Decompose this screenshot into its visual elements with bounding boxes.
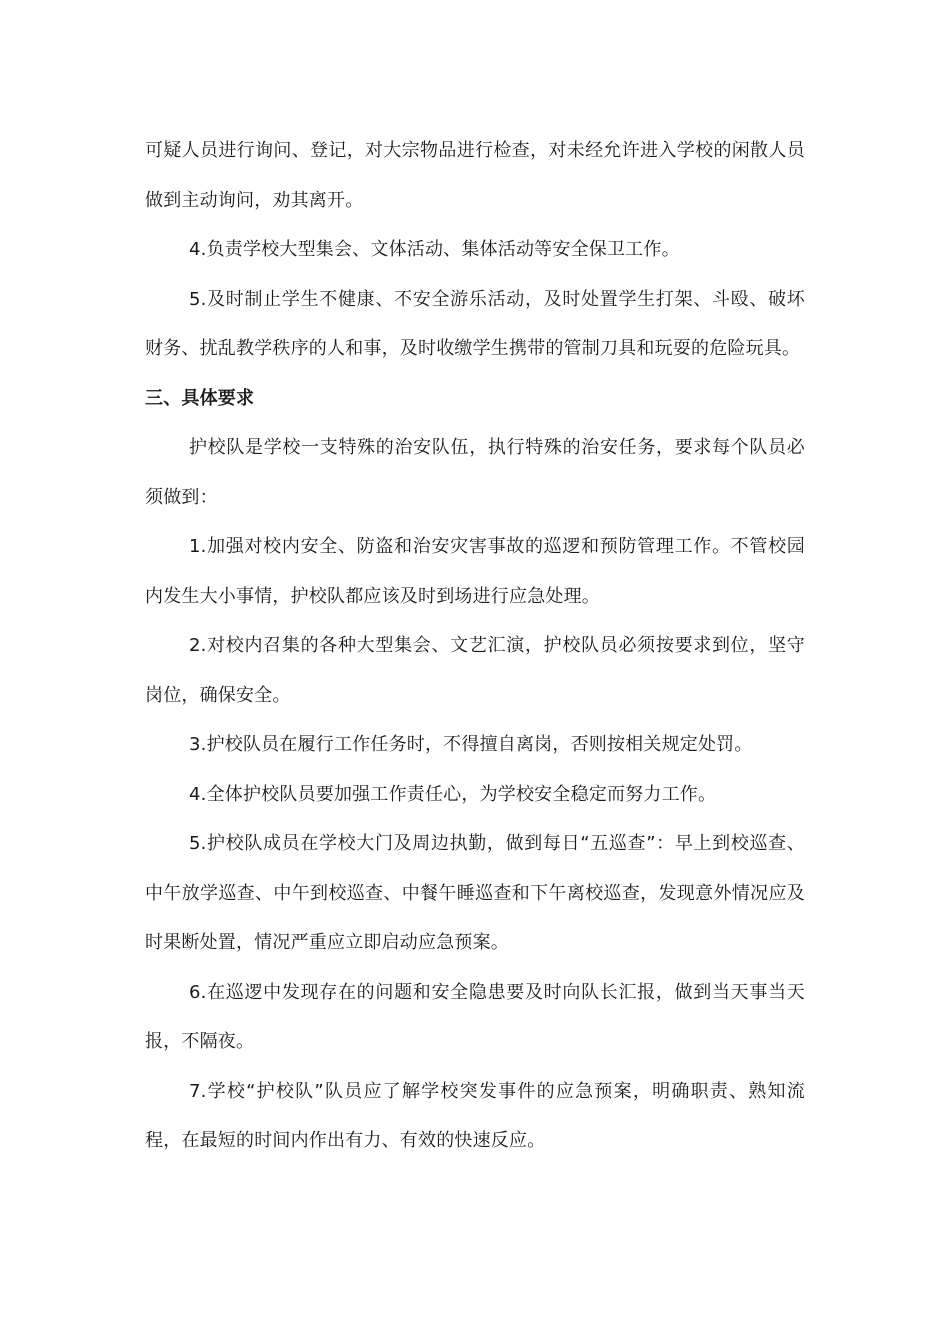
requirement-item-2: 2.对校内召集的各种大型集会、文艺汇演，护校队员必须按要求到位，坚守岗位，确保安全。 [145,635,805,706]
requirement-item-4: 4.全体护校队员要加强工作责任心，为学校安全稳定而努力工作。 [189,783,717,805]
requirement-item-3: 3.护校队员在履行工作任务时，不得擅自离岗，否则按相关规定处罚。 [189,734,753,755]
requirement-item-7: 7.学校“护校队”队员应了解学校突发事件的应急预案，明确职责、熟知流程，在最短的时间内作出有力、有效的快速反应。 [145,1080,805,1151]
document-body [145,126,805,1166]
requirement-item-6: 6.在巡逻中发现存在的问题和安全隐患要及时向队长汇报，做到当天事当天报，不隔夜。 [145,981,805,1052]
requirement-item-5: 5.护校队成员在学校大门及周边执勤，做到每日“五巡查”：早上到校巡查、中午放学巡查、中午到校巡查、中餐午睡巡查和下午离校巡查，发现意外情况应及时果断处置，情况严重应立即启动应急预案。 [145,833,805,953]
paragraph-item-4: 4.负责学校大型集会、文体活动、集体活动等安全保卫工作。 [189,239,680,260]
requirement-item-1: 1.加强对校内安全、防盗和治安灾害事故的巡逻和预防管理工作。不管校园内发生大小事情，护校队都应该及时到场进行应急处理。 [145,536,805,607]
paragraph-intro: 护校队是学校一支特殊的治安队伍，执行特殊的治安任务，要求每个队员必须做到： [145,437,805,508]
paragraph-continuation: 可疑人员进行询问、登记，对大宗物品进行检查，对未经允许进入学校的闲散人员做到主动询问，劝其离开。 [145,140,805,211]
section-heading: 三、具体要求 [145,387,255,409]
paragraph-item-5: 5.及时制止学生不健康、不安全游乐活动，及时处置学生打架、斗殴、破坏财务、扰乱教学秩序的人和事，及时收缴学生携带的管制刀具和玩耍的危险玩具。 [145,288,805,359]
